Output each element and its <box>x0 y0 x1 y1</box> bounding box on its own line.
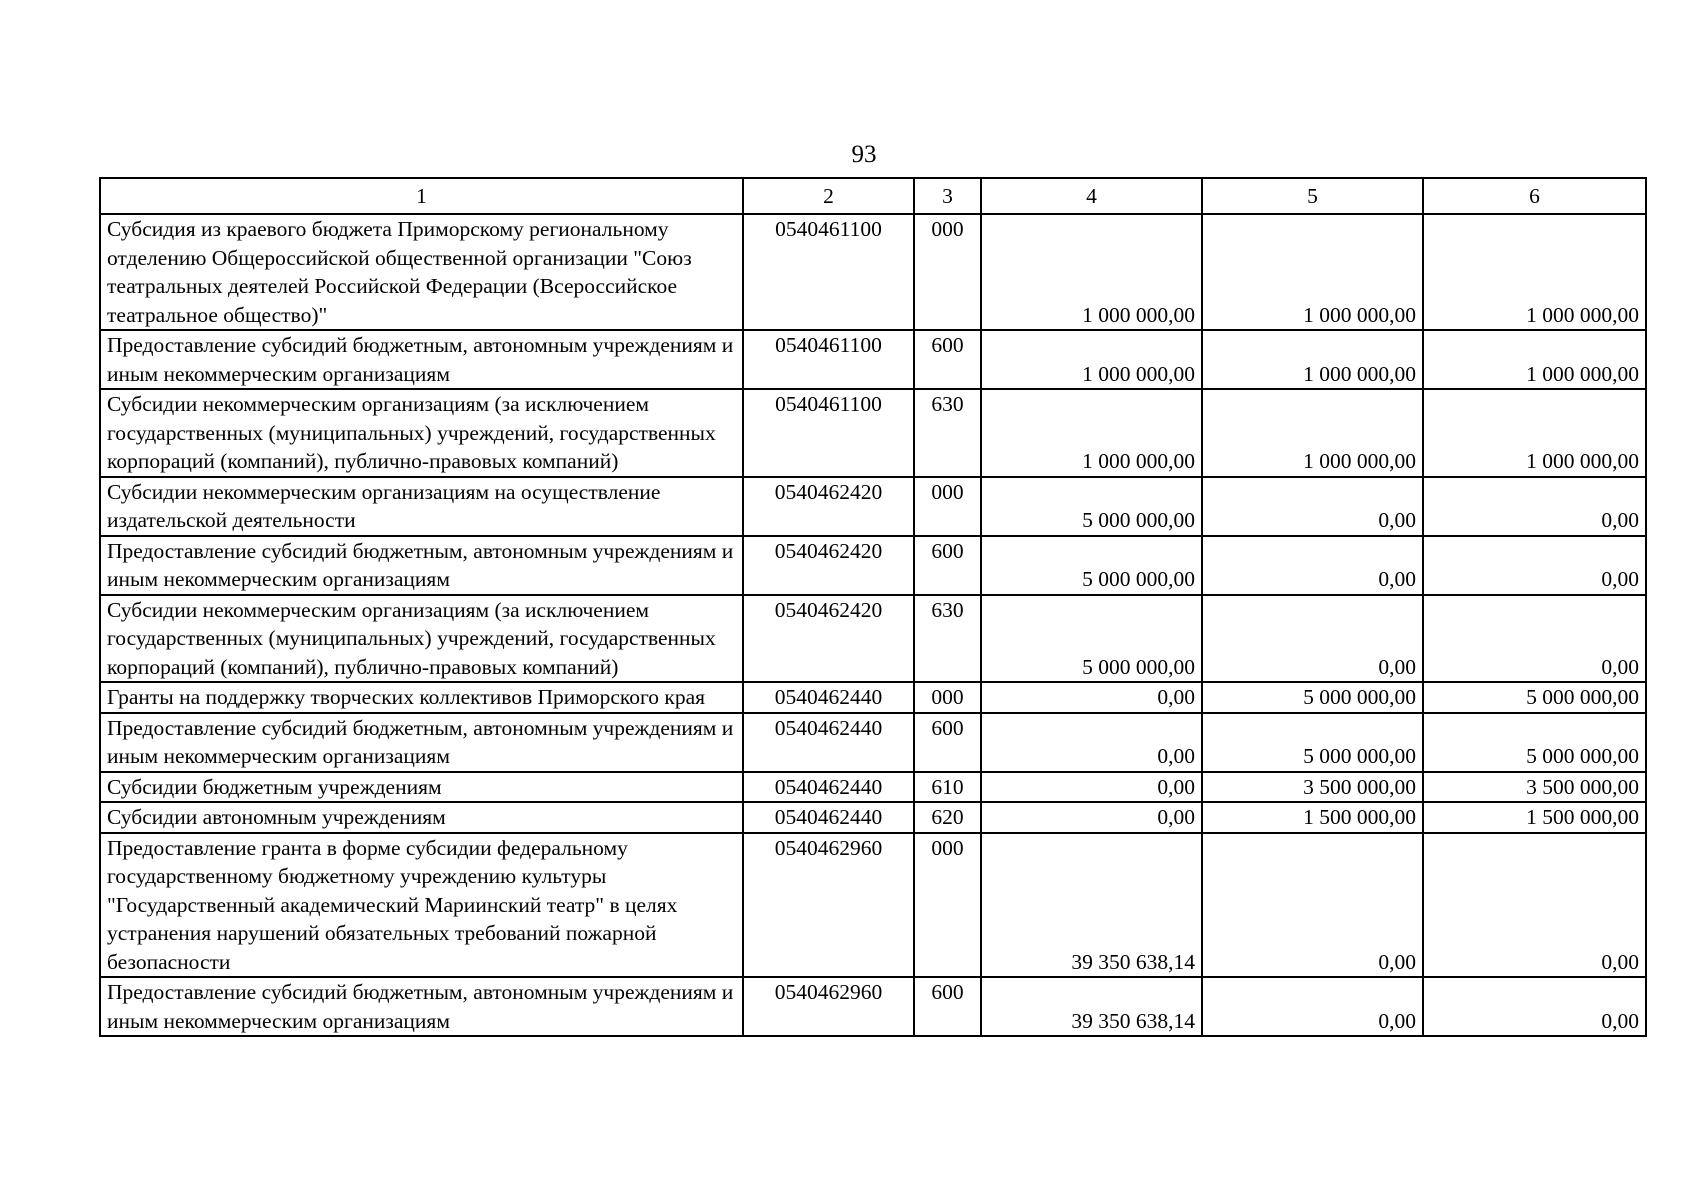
row-type: 600 <box>914 713 981 772</box>
row-amount-4: 39 350 638,14 <box>981 977 1202 1036</box>
row-name: Субсидии бюджетным учреждениям <box>100 772 743 803</box>
row-amount-4: 5 000 000,00 <box>981 536 1202 595</box>
budget-table <box>99 177 1647 1037</box>
column-header-1: 1 <box>100 178 743 214</box>
row-name: Субсидии некоммерческим организациям (за исключением государственных (муниципальных) учреждений, государственных корпораций (компаний), публично-правовых компаний) <box>100 595 743 683</box>
table-body <box>100 214 1646 1036</box>
row-amount-6: 0,00 <box>1423 977 1646 1036</box>
row-amount-4: 0,00 <box>981 802 1202 833</box>
row-amount-5: 5 000 000,00 <box>1202 682 1423 713</box>
row-amount-5: 3 500 000,00 <box>1202 772 1423 803</box>
row-amount-4: 5 000 000,00 <box>981 595 1202 683</box>
row-type: 600 <box>914 536 981 595</box>
table-row <box>100 389 1646 477</box>
row-amount-6: 0,00 <box>1423 536 1646 595</box>
row-amount-5: 1 500 000,00 <box>1202 802 1423 833</box>
column-header-3: 3 <box>914 178 981 214</box>
row-type: 000 <box>914 477 981 536</box>
table-row <box>100 536 1646 595</box>
row-type: 000 <box>914 833 981 978</box>
row-amount-5: 0,00 <box>1202 595 1423 683</box>
row-code: 0540462440 <box>743 772 914 803</box>
row-name: Субсидия из краевого бюджета Приморскому региональному отделению Общероссийской общественной организации "Союз театральных деятелей Российской Федерации (Всероссийское театральное общество)" <box>100 214 743 330</box>
row-code: 0540462420 <box>743 595 914 683</box>
table-row <box>100 833 1646 978</box>
table-row <box>100 330 1646 389</box>
row-amount-4: 0,00 <box>981 772 1202 803</box>
row-type: 600 <box>914 330 981 389</box>
page-number: 93 <box>851 141 877 168</box>
row-amount-4: 0,00 <box>981 682 1202 713</box>
table-row <box>100 713 1646 772</box>
row-code: 0540462960 <box>743 977 914 1036</box>
table-row <box>100 682 1646 713</box>
row-name: Предоставление гранта в форме субсидии федеральному государственному бюджетному учреждению культуры "Государственный академический Мариинский театр" в целях устранения нарушений обязательных требований пожарной безопасности <box>100 833 743 978</box>
column-header-4: 4 <box>981 178 1202 214</box>
row-code: 0540462440 <box>743 682 914 713</box>
row-amount-6: 0,00 <box>1423 477 1646 536</box>
row-amount-5: 5 000 000,00 <box>1202 713 1423 772</box>
row-amount-4: 0,00 <box>981 713 1202 772</box>
row-type: 600 <box>914 977 981 1036</box>
row-amount-6: 5 000 000,00 <box>1423 713 1646 772</box>
row-type: 630 <box>914 389 981 477</box>
row-code: 0540462420 <box>743 536 914 595</box>
row-amount-6: 3 500 000,00 <box>1423 772 1646 803</box>
row-amount-6: 1 000 000,00 <box>1423 330 1646 389</box>
row-code: 0540462960 <box>743 833 914 978</box>
row-amount-5: 0,00 <box>1202 977 1423 1036</box>
row-amount-6: 0,00 <box>1423 833 1646 978</box>
row-amount-6: 1 000 000,00 <box>1423 214 1646 330</box>
row-amount-5: 1 000 000,00 <box>1202 389 1423 477</box>
row-name: Гранты на поддержку творческих коллективов Приморского края <box>100 682 743 713</box>
row-amount-5: 1 000 000,00 <box>1202 330 1423 389</box>
row-code: 0540462440 <box>743 713 914 772</box>
table-row <box>100 477 1646 536</box>
header-row <box>100 178 1646 214</box>
column-header-6: 6 <box>1423 178 1646 214</box>
row-code: 0540462440 <box>743 802 914 833</box>
table-header <box>100 178 1646 214</box>
row-amount-4: 5 000 000,00 <box>981 477 1202 536</box>
row-type: 630 <box>914 595 981 683</box>
table-row <box>100 802 1646 833</box>
row-amount-6: 0,00 <box>1423 595 1646 683</box>
row-amount-5: 0,00 <box>1202 833 1423 978</box>
row-name: Субсидии некоммерческим организациям (за исключением государственных (муниципальных) учреждений, государственных корпораций (компаний), публично-правовых компаний) <box>100 389 743 477</box>
row-type: 000 <box>914 682 981 713</box>
row-amount-4: 39 350 638,14 <box>981 833 1202 978</box>
row-code: 0540461100 <box>743 330 914 389</box>
row-type: 610 <box>914 772 981 803</box>
table-row <box>100 214 1646 330</box>
row-amount-6: 1 500 000,00 <box>1423 802 1646 833</box>
row-amount-4: 1 000 000,00 <box>981 389 1202 477</box>
table-row <box>100 595 1646 683</box>
column-header-5: 5 <box>1202 178 1423 214</box>
row-type: 620 <box>914 802 981 833</box>
row-amount-4: 1 000 000,00 <box>981 330 1202 389</box>
row-amount-5: 0,00 <box>1202 477 1423 536</box>
row-type: 000 <box>914 214 981 330</box>
row-amount-5: 1 000 000,00 <box>1202 214 1423 330</box>
row-amount-6: 1 000 000,00 <box>1423 389 1646 477</box>
row-name: Предоставление субсидий бюджетным, автономным учреждениям и иным некоммерческим организациям <box>100 536 743 595</box>
row-name: Предоставление субсидий бюджетным, автономным учреждениям и иным некоммерческим организациям <box>100 713 743 772</box>
row-name: Субсидии некоммерческим организациям на осуществление издательской деятельности <box>100 477 743 536</box>
row-code: 0540462420 <box>743 477 914 536</box>
column-header-2: 2 <box>743 178 914 214</box>
row-name: Предоставление субсидий бюджетным, автономным учреждениям и иным некоммерческим организациям <box>100 330 743 389</box>
row-name: Предоставление субсидий бюджетным, автономным учреждениям и иным некоммерческим организациям <box>100 977 743 1036</box>
row-code: 0540461100 <box>743 389 914 477</box>
table-row <box>100 977 1646 1036</box>
row-name: Субсидии автономным учреждениям <box>100 802 743 833</box>
row-amount-5: 0,00 <box>1202 536 1423 595</box>
row-amount-4: 1 000 000,00 <box>981 214 1202 330</box>
table-row <box>100 772 1646 803</box>
row-code: 0540461100 <box>743 214 914 330</box>
row-amount-6: 5 000 000,00 <box>1423 682 1646 713</box>
